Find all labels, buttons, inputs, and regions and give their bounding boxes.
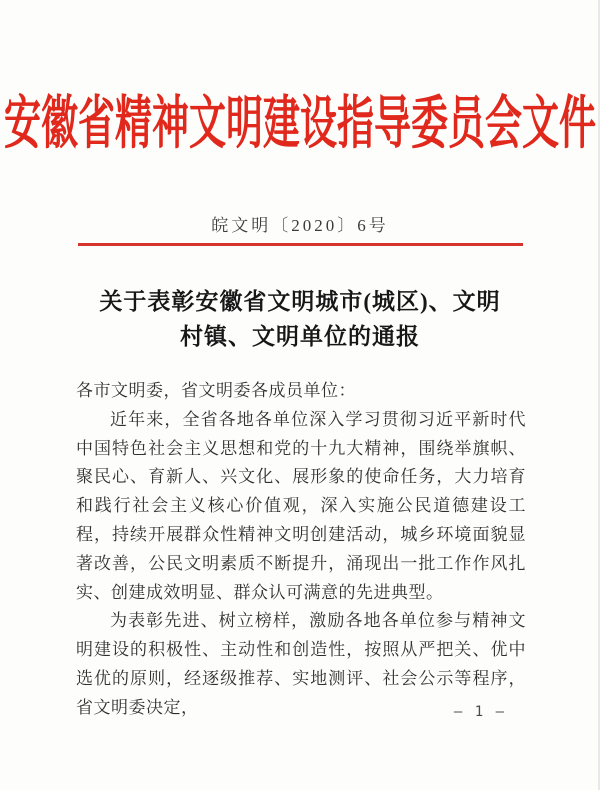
red-letterhead [0, 76, 600, 157]
document-title [0, 284, 600, 354]
document-body [76, 377, 526, 723]
salutation-line: 各市文明委，省文明委各成员单位： [76, 381, 356, 400]
body-paragraph-1: 近年来，全省各地各单位深入学习贯彻习近平新时代中国特色社会主义思想和党的十九大精神，围绕举旗帜、聚民心、育新人、兴文化、展形象的使命任务，大力培育和践行社会主义核心价值观，深入实施公民道德建设工程，持续开展群众性精神文明创建活动，城乡环境面貌显著改善，公民文明素质不断提升，涌现出一批工作作风扎实、创建成效明显、群众认可满意的先进典型。 [76, 409, 526, 602]
body-paragraph-2: 为表彰先进、树立榜样，激励各地各单位参与精神文明建设的积极性、主动性和创造性，按照从严把关、优中选优的原则，经逐级推荐、实地测评、社会公示等程序，省文明委决定， [76, 611, 526, 717]
document-title-line-2: 村镇、文明单位的通报 [180, 324, 420, 349]
document-number: 皖文明〔2020〕6号 [211, 216, 389, 235]
red-divider-rule [78, 243, 523, 246]
document-title-line-1: 关于表彰安徽省文明城市(城区)、文明 [99, 289, 501, 314]
page-number: — 1 — [453, 704, 507, 720]
issuer-title: 安徽省精神文明建设指导委员会文件 [4, 93, 596, 157]
